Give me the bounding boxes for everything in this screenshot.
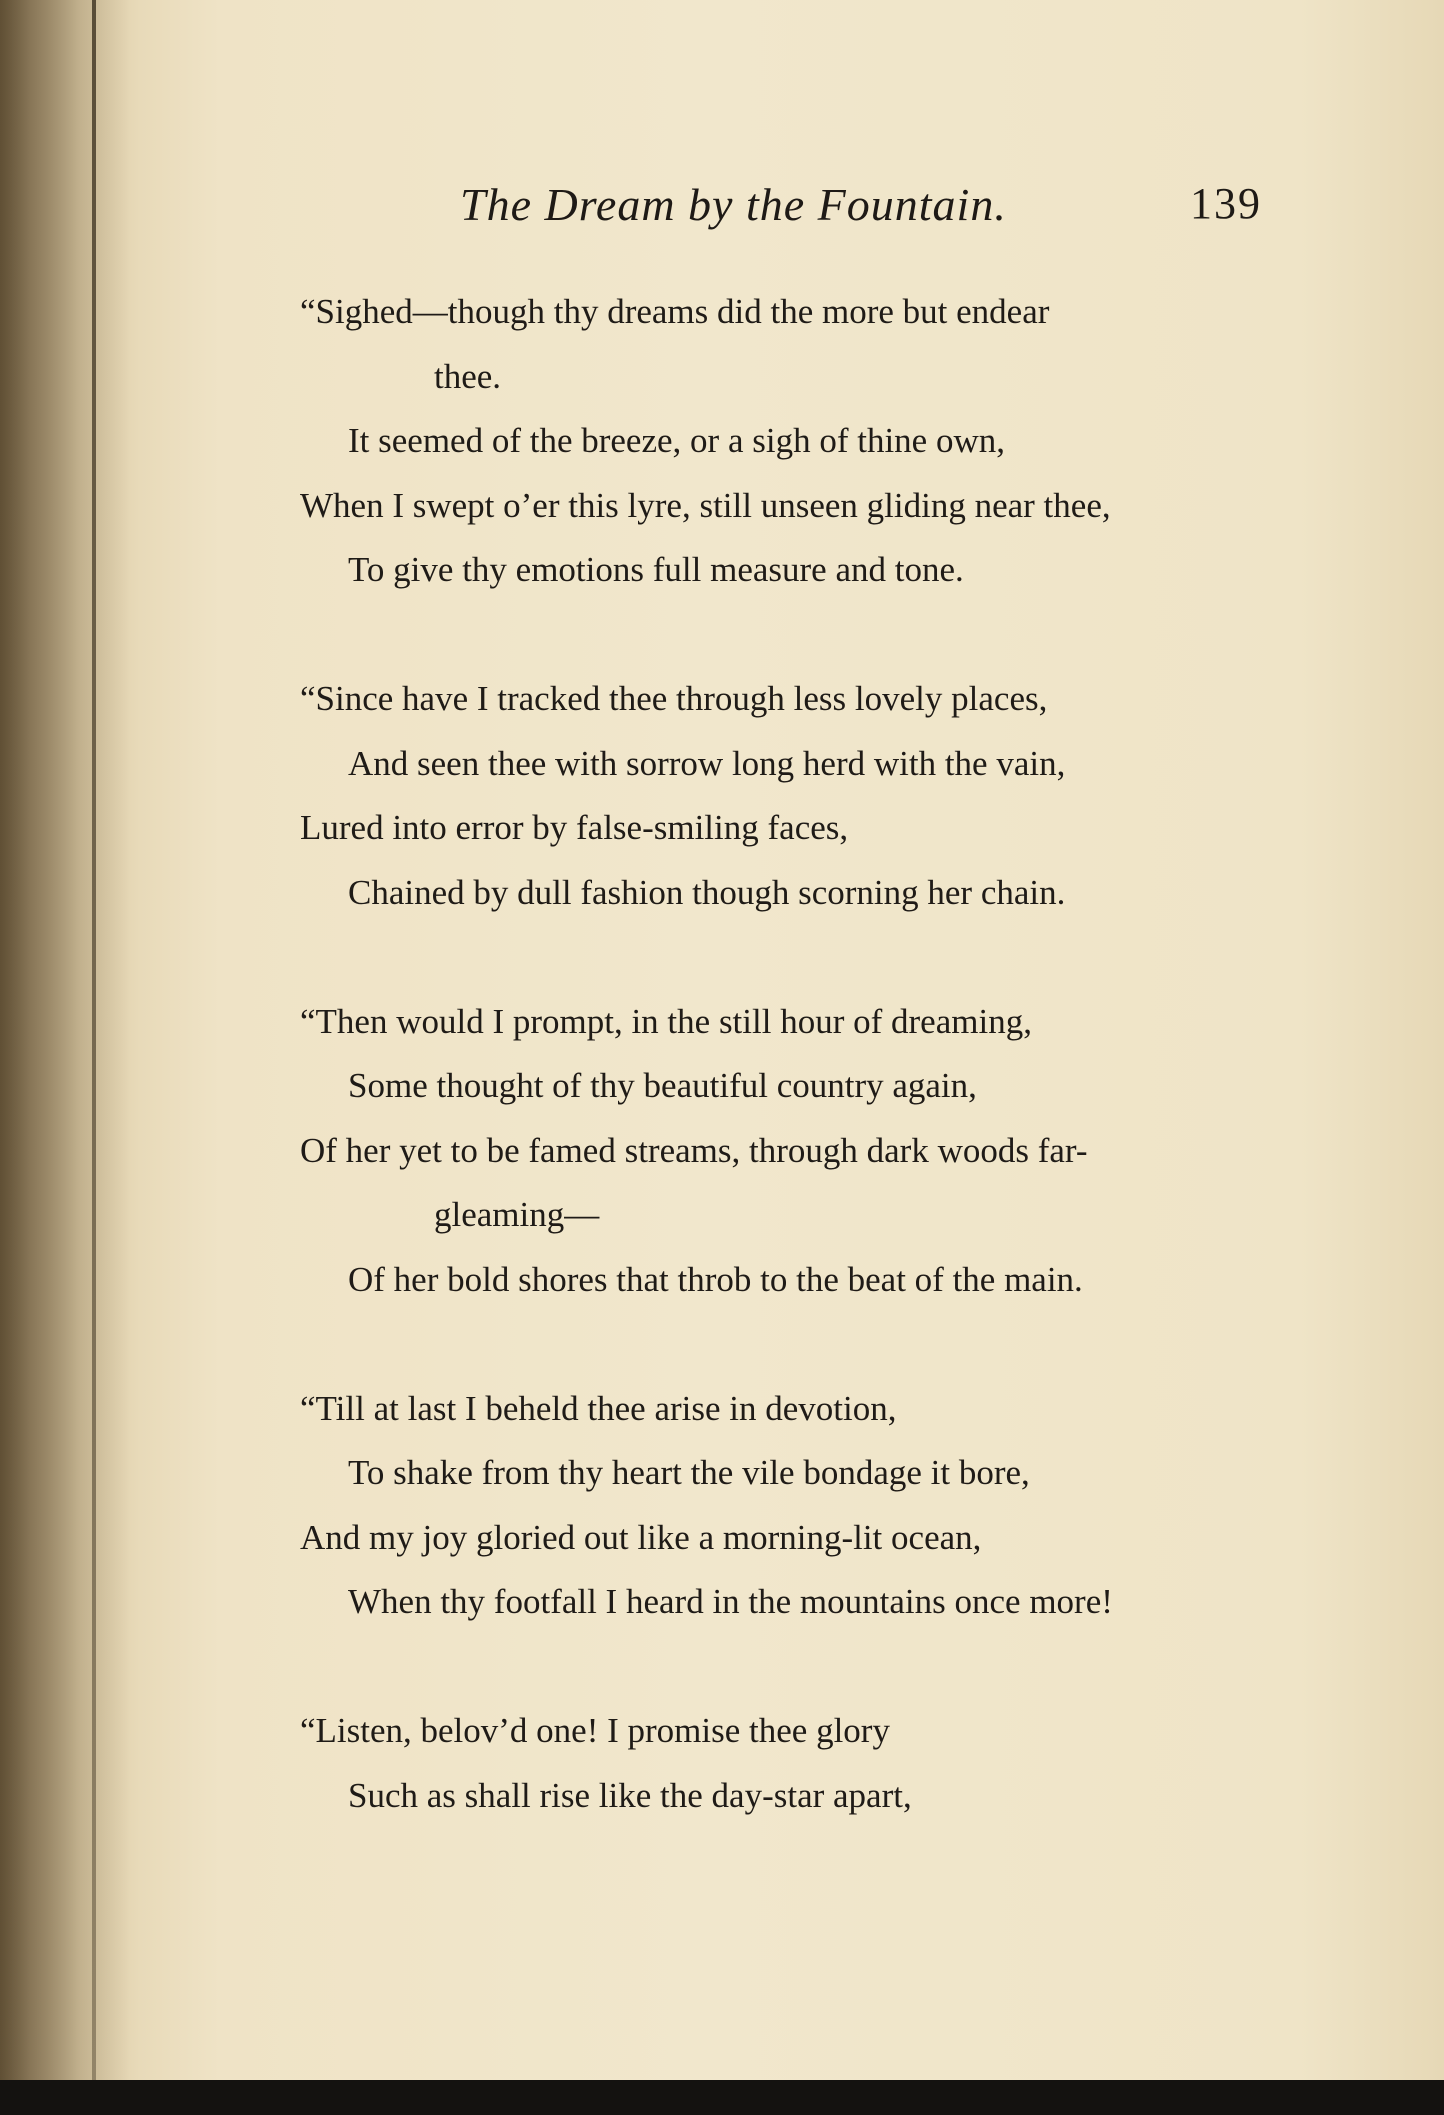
poem-line: Chained by dull fashion though scorning her chain. — [348, 872, 1066, 912]
stanza-break — [300, 925, 1300, 990]
poem-line: And seen thee with sorrow long herd with the vain, — [348, 743, 1066, 783]
stanza-break — [300, 603, 1300, 668]
gutter-shadow — [0, 0, 130, 2080]
poem-line: When thy footfall I heard in the mountains once more! — [348, 1582, 1113, 1621]
poem-line: “Till at last I beheld thee arise in devotion, — [300, 1388, 897, 1428]
page-number: 139 — [1190, 179, 1262, 228]
poem-line: To shake from thy heart the vile bondage it bore, — [348, 1453, 1030, 1492]
poem-line-continuation: gleaming— — [434, 1195, 600, 1234]
poem-line: Of her bold shores that throb to the beat of the main. — [348, 1259, 1083, 1299]
scan-bottom-edge — [0, 2080, 1444, 2115]
poem-line: And my joy gloried out like a morning-lit ocean, — [300, 1517, 982, 1557]
poem-line: When I swept o’er this lyre, still unseen gliding near thee, — [300, 485, 1111, 525]
poem-line-continuation: thee. — [434, 356, 502, 396]
spine-binding — [92, 0, 96, 2080]
poem-line: “Then would I prompt, in the still hour of dreaming, — [300, 1001, 1032, 1041]
poem-line: To give thy emotions full measure and tone. — [348, 550, 964, 589]
poem-line: Such as shall rise like the day-star apart, — [348, 1775, 912, 1815]
poem-line: Lured into error by false-smiling faces, — [300, 808, 849, 847]
running-title: The Dream by the Fountain. — [460, 179, 1007, 230]
stanza-break — [300, 1635, 1300, 1700]
page-header — [460, 178, 1290, 238]
poem-body — [300, 280, 1300, 1828]
poem-line: Some thought of thy beautiful country again, — [348, 1066, 977, 1105]
poem-line: It seemed of the breeze, or a sigh of thine own, — [348, 421, 1005, 460]
poem-line: “Sighed—though thy dreams did the more but endear — [300, 292, 1050, 331]
stanza-break — [300, 1312, 1300, 1377]
poem-line: “Since have I tracked thee through less lovely places, — [300, 679, 1048, 718]
poem-line: “Listen, belov’d one! I promise thee glory — [300, 1711, 890, 1750]
poem-line: Of her yet to be famed streams, through dark woods far- — [300, 1130, 1088, 1170]
